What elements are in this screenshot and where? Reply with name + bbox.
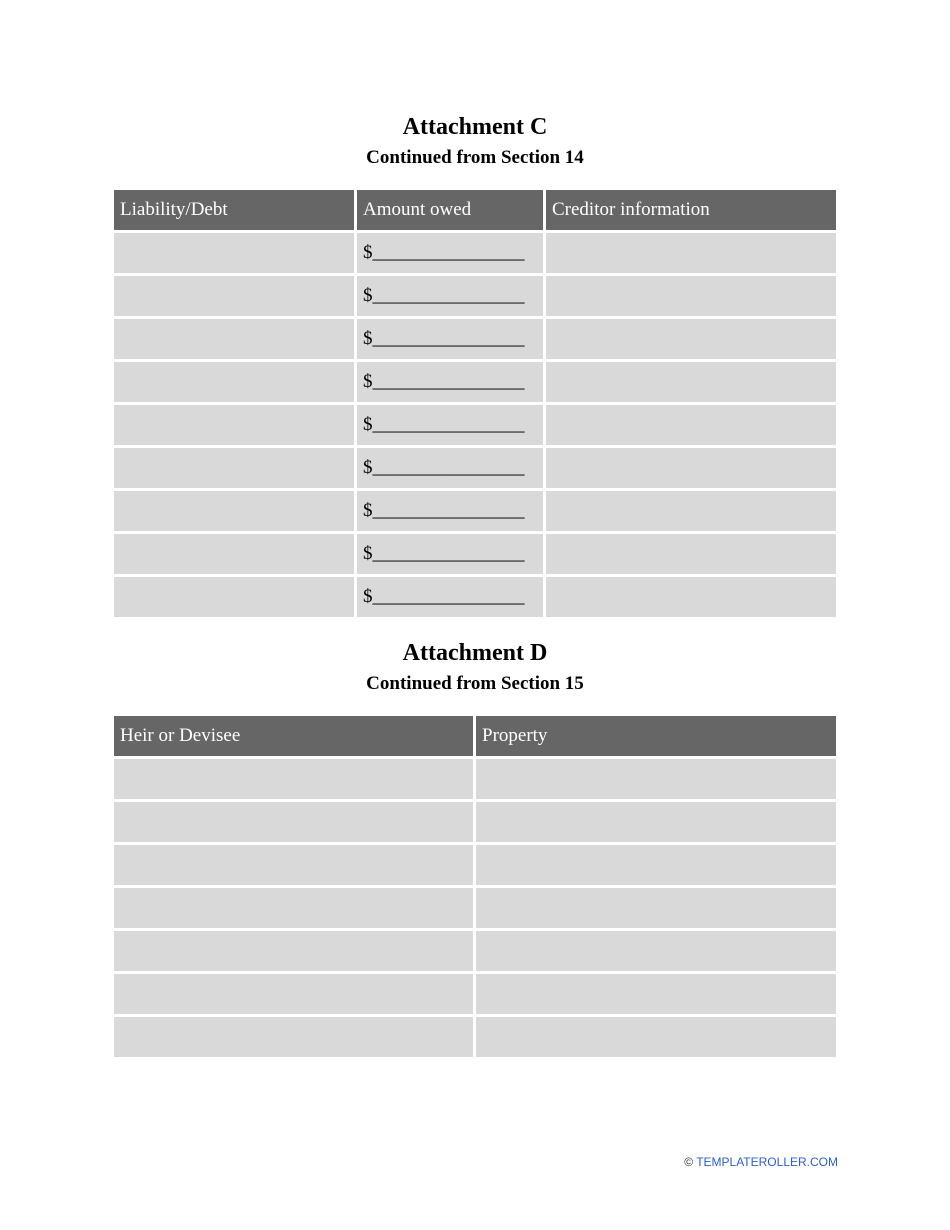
property-cell[interactable]: [476, 759, 836, 799]
table-row: [114, 534, 836, 574]
amount-owed-cell[interactable]: [357, 233, 543, 273]
amount-owed-cell[interactable]: [357, 577, 543, 617]
creditor-information-cell[interactable]: [546, 534, 836, 574]
footer-copyright: [684, 1155, 838, 1169]
attachment-d-subtitle: Continued from Section 15: [366, 673, 584, 694]
header-creditor-information: Creditor information: [546, 190, 836, 230]
heir-or-devisee-cell[interactable]: [114, 802, 473, 842]
amount-placeholder: $________________: [363, 543, 525, 564]
creditor-information-cell[interactable]: [546, 405, 836, 445]
table-row: [114, 233, 836, 273]
table-row: [114, 577, 836, 617]
table-row: [114, 362, 836, 402]
table-row: [114, 759, 836, 799]
amount-placeholder: $________________: [363, 500, 525, 521]
property-cell[interactable]: [476, 888, 836, 928]
amount-placeholder: $________________: [363, 242, 525, 263]
property-cell[interactable]: [476, 1017, 836, 1057]
liability-debt-cell[interactable]: [114, 448, 354, 488]
property-cell[interactable]: [476, 931, 836, 971]
table-row: [114, 974, 836, 1014]
property-cell[interactable]: [476, 802, 836, 842]
liability-debt-cell[interactable]: [114, 319, 354, 359]
liability-table-body: [114, 233, 836, 617]
table-row: [114, 802, 836, 842]
property-cell[interactable]: [476, 974, 836, 1014]
amount-owed-cell[interactable]: [357, 405, 543, 445]
table-row: [114, 405, 836, 445]
table-row: [114, 319, 836, 359]
creditor-information-cell[interactable]: [546, 319, 836, 359]
liability-debt-cell[interactable]: [114, 577, 354, 617]
heir-or-devisee-cell[interactable]: [114, 931, 473, 971]
header-property: Property: [476, 716, 836, 756]
creditor-information-cell[interactable]: [546, 362, 836, 402]
attachment-c-title: Attachment C: [402, 114, 548, 140]
liability-debt-cell[interactable]: [114, 491, 354, 531]
creditor-information-cell[interactable]: [546, 577, 836, 617]
table-row: [114, 1017, 836, 1057]
heir-or-devisee-cell[interactable]: [114, 974, 473, 1014]
header-heir-or-devisee: Heir or Devisee: [114, 716, 473, 756]
amount-placeholder: $________________: [363, 457, 525, 478]
heir-or-devisee-cell[interactable]: [114, 845, 473, 885]
amount-owed-cell[interactable]: [357, 276, 543, 316]
liability-debt-cell[interactable]: [114, 362, 354, 402]
amount-placeholder: $________________: [363, 586, 525, 607]
liability-debt-cell[interactable]: [114, 534, 354, 574]
liability-debt-cell[interactable]: [114, 233, 354, 273]
heir-table: [111, 713, 839, 1060]
heir-or-devisee-cell[interactable]: [114, 888, 473, 928]
table-row: [114, 491, 836, 531]
creditor-information-cell[interactable]: [546, 233, 836, 273]
creditor-information-cell[interactable]: [546, 491, 836, 531]
table-row: [114, 276, 836, 316]
property-cell[interactable]: [476, 845, 836, 885]
amount-owed-cell[interactable]: [357, 448, 543, 488]
amount-owed-cell[interactable]: [357, 362, 543, 402]
copyright-symbol: ©: [684, 1155, 694, 1169]
attachment-c-subtitle: Continued from Section 14: [366, 147, 584, 168]
heir-table-body: [114, 759, 836, 1057]
heir-or-devisee-cell[interactable]: [114, 759, 473, 799]
table-row: [114, 931, 836, 971]
amount-owed-cell[interactable]: [357, 319, 543, 359]
table-row: [114, 448, 836, 488]
liability-debt-cell[interactable]: [114, 276, 354, 316]
attachment-d-title: Attachment D: [402, 640, 548, 666]
amount-owed-cell[interactable]: [357, 534, 543, 574]
footer-brand-link[interactable]: TEMPLATEROLLER.COM: [696, 1155, 838, 1169]
amount-owed-cell[interactable]: [357, 491, 543, 531]
header-liability-debt: Liability/Debt: [114, 190, 354, 230]
creditor-information-cell[interactable]: [546, 276, 836, 316]
liability-table: [111, 187, 839, 620]
liability-debt-cell[interactable]: [114, 405, 354, 445]
table-row: [114, 845, 836, 885]
liability-table-header: [114, 190, 836, 230]
heir-or-devisee-cell[interactable]: [114, 1017, 473, 1057]
table-row: [114, 888, 836, 928]
amount-placeholder: $________________: [363, 285, 525, 306]
amount-placeholder: $________________: [363, 371, 525, 392]
header-amount-owed: Amount owed: [357, 190, 543, 230]
heir-table-header: [114, 716, 836, 756]
amount-placeholder: $________________: [363, 414, 525, 435]
amount-placeholder: $________________: [363, 328, 525, 349]
creditor-information-cell[interactable]: [546, 448, 836, 488]
